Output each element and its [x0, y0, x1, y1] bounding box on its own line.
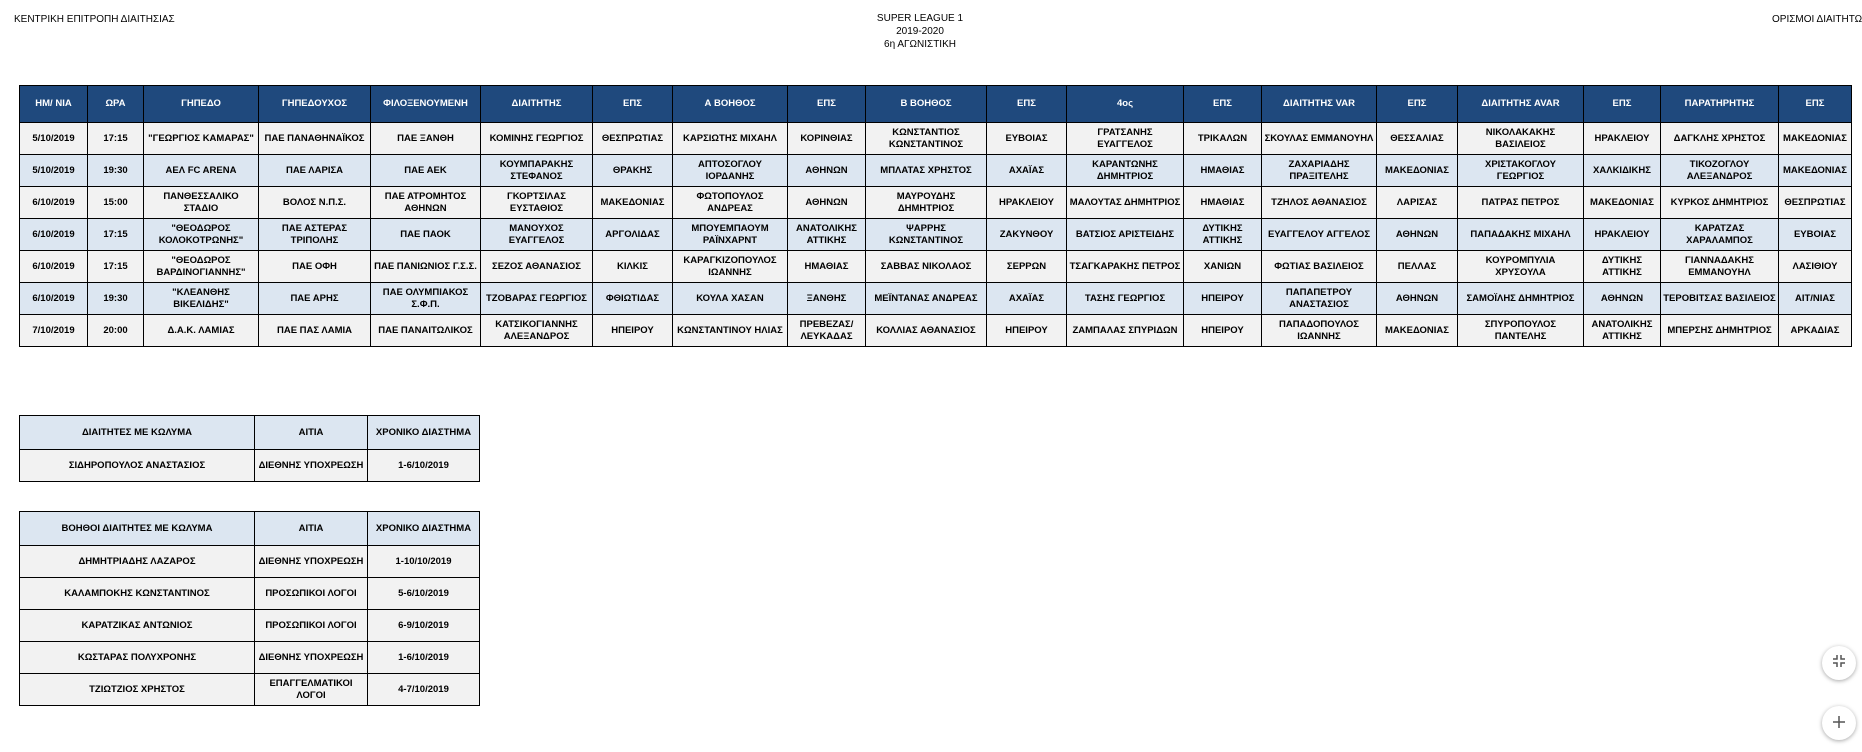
table-cell: ΠΕΛΛΑΣ — [1377, 251, 1458, 283]
table-cell: ΠΑΠΑΔΟΠΟΥΛΟΣ ΙΩΑΝΝΗΣ — [1262, 315, 1377, 347]
table-cell: ΜΑΛΟΥΤΑΣ ΔΗΜΗΤΡΙΟΣ — [1067, 187, 1184, 219]
table-row — [20, 219, 1852, 251]
plus-icon — [1832, 712, 1846, 735]
column-header: Α ΒΟΗΘΟΣ — [673, 86, 788, 123]
table-cell: ΑΝΑΤΟΛΙΚΗΣ ΑΤΤΙΚΗΣ — [1584, 315, 1661, 347]
table-row — [20, 674, 480, 706]
table-cell: ΠΑΕ ΑΕΚ — [371, 155, 481, 187]
table-cell: ΚΟΥΡΟΜΠΥΛΙΑ ΧΡΥΣΟΥΛΑ — [1458, 251, 1584, 283]
table-cell: ΑΘΗΝΩΝ — [788, 155, 866, 187]
table-cell: ΓΡΑΤΣΑΝΗΣ ΕΥΑΓΓΕΛΟΣ — [1067, 123, 1184, 155]
table-cell: ΨΑΡΡΗΣ ΚΩΝΣΤΑΝΤΙΝΟΣ — [866, 219, 987, 251]
table-cell: 6/10/2019 — [20, 219, 88, 251]
column-header: ΔΙΑΙΤΗΤΗΣ — [481, 86, 593, 123]
table-cell: ΚΑΤΣΙΚΟΓΙΑΝΝΗΣ ΑΛΕΞΑΝΔΡΟΣ — [481, 315, 593, 347]
table-cell: ΑΘΗΝΩΝ — [1584, 283, 1661, 315]
table-cell: 6-9/10/2019 — [368, 610, 480, 642]
table-cell: ΕΠΑΓΓΕΛΜΑΤΙΚΟΙ ΛΟΓΟΙ — [255, 674, 368, 706]
table-cell: ΠΡΕΒΕΖΑΣ/ ΛΕΥΚΑΔΑΣ — [788, 315, 866, 347]
column-header: ΕΠΣ — [1184, 86, 1262, 123]
table-cell: ΦΩΤΟΠΟΥΛΟΣ ΑΝΔΡΕΑΣ — [673, 187, 788, 219]
table-cell: ΑΧΑΪΑΣ — [987, 283, 1067, 315]
table-cell: ΑΡΓΟΛΙΔΑΣ — [593, 219, 673, 251]
column-header: ΑΙΤΙΑ — [255, 416, 368, 450]
table-cell: ΠΑΕ ΠΑΣ ΛΑΜΙΑ — [259, 315, 371, 347]
committee-title: ΚΕΝΤΡΙΚΗ ΕΠΙΤΡΟΠΗ ΔΙΑΙΤΗΣΙΑΣ — [14, 14, 175, 25]
table-cell: ΑΕΛ FC ARENA — [144, 155, 259, 187]
table-cell: ΞΑΝΘΗΣ — [788, 283, 866, 315]
table-row — [20, 610, 480, 642]
table-cell: ΤΑΣΗΣ ΓΕΩΡΓΙΟΣ — [1067, 283, 1184, 315]
table-cell: ΣΠΥΡΟΠΟΥΛΟΣ ΠΑΝΤΕΛΗΣ — [1458, 315, 1584, 347]
table-cell: ΗΜΑΘΙΑΣ — [1184, 187, 1262, 219]
table-cell: ΧΡΙΣΤΑΚΟΓΛΟΥ ΓΕΩΡΓΙΟΣ — [1458, 155, 1584, 187]
table-header-row — [20, 86, 1852, 123]
table-cell: ΗΠΕΙΡΟΥ — [1184, 283, 1262, 315]
table-cell: ΚΑΛΑΜΠΟΚΗΣ ΚΩΝΣΤΑΝΤΙΝΟΣ — [20, 578, 255, 610]
matchday: 6η ΑΓΩΝΙΣΤΙΚΗ — [884, 39, 956, 50]
table-cell: ΜΑΥΡΟΥΔΗΣ ΔΗΜΗΤΡΙΟΣ — [866, 187, 987, 219]
table-cell: ΠΡΟΣΩΠΙΚΟΙ ΛΟΓΟΙ — [255, 610, 368, 642]
table-row — [20, 450, 480, 482]
table-cell: ΤΖΟΒΑΡΑΣ ΓΕΩΡΓΙΟΣ — [481, 283, 593, 315]
table-cell: ΜΑΝΟΥΧΟΣ ΕΥΑΓΓΕΛΟΣ — [481, 219, 593, 251]
table-cell: "ΚΛΕΑΝΘΗΣ ΒΙΚΕΛΙΔΗΣ" — [144, 283, 259, 315]
table-cell: ΘΕΣΠΡΩΤΙΑΣ — [593, 123, 673, 155]
table-body — [20, 450, 480, 482]
column-header: ΑΙΤΙΑ — [255, 512, 368, 546]
column-header: ΗΜ/ ΝΙΑ — [20, 86, 88, 123]
table-cell: ΜΑΚΕΔΟΝΙΑΣ — [1377, 155, 1458, 187]
column-header: ΕΠΣ — [1377, 86, 1458, 123]
table-cell: ΣΕΡΡΩΝ — [987, 251, 1067, 283]
column-header: ΕΠΣ — [1584, 86, 1661, 123]
column-header: ΧΡΟΝΙΚΟ ΔΙΑΣΤΗΜΑ — [368, 416, 480, 450]
table-header-row — [20, 416, 480, 450]
table-cell: 6/10/2019 — [20, 187, 88, 219]
table-cell: ΤΙΚΟΖΟΓΛΟΥ ΑΛΕΞΑΝΔΡΟΣ — [1661, 155, 1779, 187]
table-row — [20, 642, 480, 674]
table-cell: ΑΘΗΝΩΝ — [1377, 219, 1458, 251]
table-cell: ΠΑΕ ΟΦΗ — [259, 251, 371, 283]
table-cell: Δ.Α.Κ. ΛΑΜΙΑΣ — [144, 315, 259, 347]
banned-assistants-table — [19, 511, 480, 706]
table-cell: ΗΡΑΚΛΕΙΟΥ — [1584, 123, 1661, 155]
column-header: ΦΙΛΟΞΕΝΟΥΜΕΝΗ — [371, 86, 481, 123]
table-cell: ΜΑΚΕΔΟΝΙΑΣ — [593, 187, 673, 219]
table-cell: ΠΑΕ ΠΑΟΚ — [371, 219, 481, 251]
table-cell: ΑΡΚΑΔΙΑΣ — [1779, 315, 1852, 347]
table-cell: ΗΡΑΚΛΕΙΟΥ — [987, 187, 1067, 219]
table-row — [20, 315, 1852, 347]
table-cell: 17:15 — [88, 123, 144, 155]
column-header: ΒΟΗΘΟΙ ΔΙΑΙΤΗΤΕΣ ΜΕ ΚΩΛΥΜΑ — [20, 512, 255, 546]
column-header: ΓΗΠΕΔΟ — [144, 86, 259, 123]
table-cell: ΔΑΓΚΛΗΣ ΧΡΗΣΤΟΣ — [1661, 123, 1779, 155]
table-cell: 1-10/10/2019 — [368, 546, 480, 578]
table-row — [20, 187, 1852, 219]
column-header: ΧΡΟΝΙΚΟ ΔΙΑΣΤΗΜΑ — [368, 512, 480, 546]
table-cell: ΜΠΕΡΣΗΣ ΔΗΜΗΤΡΙΟΣ — [1661, 315, 1779, 347]
column-header: ΩΡΑ — [88, 86, 144, 123]
table-cell: 1-6/10/2019 — [368, 450, 480, 482]
table-cell: ΖΑΧΑΡΙΑΔΗΣ ΠΡΑΞΙΤΕΛΗΣ — [1262, 155, 1377, 187]
table-cell: ΤΖΗΛΟΣ ΑΘΑΝΑΣΙΟΣ — [1262, 187, 1377, 219]
table-cell: ΠΡΟΣΩΠΙΚΟΙ ΛΟΓΟΙ — [255, 578, 368, 610]
column-header: ΔΙΑΙΤΗΤΗΣ AVAR — [1458, 86, 1584, 123]
table-cell: 17:15 — [88, 251, 144, 283]
table-cell: ΚΟΛΛΙΑΣ ΑΘΑΝΑΣΙΟΣ — [866, 315, 987, 347]
table-cell: ΣΑΜΟΪΛΗΣ ΔΗΜΗΤΡΙΟΣ — [1458, 283, 1584, 315]
table-cell: ΗΠΕΙΡΟΥ — [987, 315, 1067, 347]
table-cell: ΜΑΚΕΔΟΝΙΑΣ — [1779, 155, 1852, 187]
collapse-arrows-icon — [1832, 654, 1846, 673]
season: 2019-2020 — [896, 26, 944, 37]
table-cell: 1-6/10/2019 — [368, 642, 480, 674]
table-cell: ΚΩΝΣΤΑΝΤΙΟΣ ΚΩΝΣΤΑΝΤΙΝΟΣ — [866, 123, 987, 155]
table-cell: ΤΖΙΩΤΖΙΟΣ ΧΡΗΣΤΟΣ — [20, 674, 255, 706]
banned-referees-table — [19, 415, 480, 482]
table-cell: ΚΟΜΙΝΗΣ ΓΕΩΡΓΙΟΣ — [481, 123, 593, 155]
table-cell: ΠΑΕ ΛΑΡΙΣΑ — [259, 155, 371, 187]
table-cell: ΗΠΕΙΡΟΥ — [1184, 315, 1262, 347]
table-cell: "ΘΕΟΔΩΡΟΣ ΚΟΛΟΚΟΤΡΩΝΗΣ" — [144, 219, 259, 251]
column-header: ΓΗΠΕΔΟΥΧΟΣ — [259, 86, 371, 123]
table-cell: ΔΗΜΗΤΡΙΑΔΗΣ ΛΑΖΑΡΟΣ — [20, 546, 255, 578]
table-cell: ΧΑΛΚΙΔΙΚΗΣ — [1584, 155, 1661, 187]
table-cell: ΠΑΕ ΟΛΥΜΠΙΑΚΟΣ Σ.Φ.Π. — [371, 283, 481, 315]
table-cell: ΗΜΑΘΙΑΣ — [1184, 155, 1262, 187]
table-cell: ΚΑΡΑΤΖΙΚΑΣ ΑΝΤΩΝΙΟΣ — [20, 610, 255, 642]
table-cell: ΑΠΤΟΣΟΓΛΟΥ ΙΟΡΔΑΝΗΣ — [673, 155, 788, 187]
table-cell: ΚΟΥΜΠΑΡΑΚΗΣ ΣΤΕΦΑΝΟΣ — [481, 155, 593, 187]
table-cell: 5/10/2019 — [20, 123, 88, 155]
table-cell: ΔΙΕΘΝΗΣ ΥΠΟΧΡΕΩΣΗ — [255, 450, 368, 482]
table-cell: ΑΙΤ/ΝΙΑΣ — [1779, 283, 1852, 315]
column-header: ΕΠΣ — [987, 86, 1067, 123]
column-header: ΕΠΣ — [1779, 86, 1852, 123]
table-cell: ΛΑΣΙΘΙΟΥ — [1779, 251, 1852, 283]
table-cell: ΜΕΪΝΤΑΝΑΣ ΑΝΔΡΕΑΣ — [866, 283, 987, 315]
table-cell: ΜΠΟΥΕΜΠΑΟΥΜ ΡΑΪΝΧΑΡΝΤ — [673, 219, 788, 251]
table-cell: 4-7/10/2019 — [368, 674, 480, 706]
table-cell: ΑΘΗΝΩΝ — [788, 187, 866, 219]
column-header: ΔΙΑΙΤΗΤΕΣ ΜΕ ΚΩΛΥΜΑ — [20, 416, 255, 450]
table-cell: ΓΚΟΡΤΣΙΛΑΣ ΕΥΣΤΑΘΙΟΣ — [481, 187, 593, 219]
table-cell: ΛΑΡΙΣΑΣ — [1377, 187, 1458, 219]
table-cell: ΓΙΑΝΝΑΔΑΚΗΣ ΕΜΜΑΝΟΥΗΛ — [1661, 251, 1779, 283]
table-body — [20, 546, 480, 706]
table-cell: "ΓΕΩΡΓΙΟΣ ΚΑΜΑΡΑΣ" — [144, 123, 259, 155]
table-cell: ΚΟΡΙΝΘΙΑΣ — [788, 123, 866, 155]
table-row — [20, 546, 480, 578]
table-cell: 5/10/2019 — [20, 155, 88, 187]
table-cell: ΜΑΚΕΔΟΝΙΑΣ — [1584, 187, 1661, 219]
table-cell: ΕΥΒΟΙΑΣ — [1779, 219, 1852, 251]
table-cell: 20:00 — [88, 315, 144, 347]
table-cell: ΧΑΝΙΩΝ — [1184, 251, 1262, 283]
table-cell: ΚΑΡΑΝΤΩΝΗΣ ΔΗΜΗΤΡΙΟΣ — [1067, 155, 1184, 187]
table-cell: ΕΥΒΟΙΑΣ — [987, 123, 1067, 155]
table-cell: ΘΡΑΚΗΣ — [593, 155, 673, 187]
table-cell: ΘΕΣΠΡΩΤΙΑΣ — [1779, 187, 1852, 219]
referee-assignments-table — [19, 85, 1852, 347]
table-cell: 15:00 — [88, 187, 144, 219]
table-row — [20, 578, 480, 610]
table-cell: ΔΙΕΘΝΗΣ ΥΠΟΧΡΕΩΣΗ — [255, 642, 368, 674]
table-cell: ΠΑΠΑΠΕΤΡΟΥ ΑΝΑΣΤΑΣΙΟΣ — [1262, 283, 1377, 315]
table-cell: ΑΘΗΝΩΝ — [1377, 283, 1458, 315]
table-header-row — [20, 512, 480, 546]
table-cell: ΣΑΒΒΑΣ ΝΙΚΟΛΑΟΣ — [866, 251, 987, 283]
table-cell: 19:30 — [88, 155, 144, 187]
document-type-title: ΟΡΙΣΜΟΙ ΔΙΑΙΤΗΤΩ — [1772, 14, 1862, 25]
column-header: ΔΙΑΙΤΗΤΗΣ VAR — [1262, 86, 1377, 123]
collapse-button[interactable] — [1822, 646, 1856, 680]
table-cell: ΒΑΤΣΙΟΣ ΑΡΙΣΤΕΙΔΗΣ — [1067, 219, 1184, 251]
table-cell: ΘΕΣΣΑΛΙΑΣ — [1377, 123, 1458, 155]
table-row — [20, 155, 1852, 187]
table-cell: ΣΕΖΟΣ ΑΘΑΝΑΣΙΟΣ — [481, 251, 593, 283]
table-cell: ΖΑΚΥΝΘΟΥ — [987, 219, 1067, 251]
table-cell: ΚΑΡΑΤΖΑΣ ΧΑΡΑΛΑΜΠΟΣ — [1661, 219, 1779, 251]
table-cell: ΜΑΚΕΔΟΝΙΑΣ — [1779, 123, 1852, 155]
column-header: 4ος — [1067, 86, 1184, 123]
table-cell: ΔΥΤΙΚΗΣ ΑΤΤΙΚΗΣ — [1184, 219, 1262, 251]
zoom-in-button[interactable] — [1822, 706, 1856, 740]
table-cell: ΜΑΚΕΔΟΝΙΑΣ — [1377, 315, 1458, 347]
column-header: Β ΒΟΗΘΟΣ — [866, 86, 987, 123]
table-cell: ΣΚΟΥΛΑΣ ΕΜΜΑΝΟΥΗΛ — [1262, 123, 1377, 155]
table-cell: ΚΥΡΚΟΣ ΔΗΜΗΤΡΙΟΣ — [1661, 187, 1779, 219]
table-cell: ΔΥΤΙΚΗΣ ΑΤΤΙΚΗΣ — [1584, 251, 1661, 283]
column-header: ΕΠΣ — [788, 86, 866, 123]
table-cell: 17:15 — [88, 219, 144, 251]
table-body — [20, 123, 1852, 347]
league-name: SUPER LEAGUE 1 — [876, 13, 964, 24]
table-cell: "ΘΕΟΔΩΡΟΣ ΒΑΡΔΙΝΟΓΙΑΝΝΗΣ" — [144, 251, 259, 283]
table-cell: 6/10/2019 — [20, 251, 88, 283]
table-cell: ΜΠΛΑΤΑΣ ΧΡΗΣΤΟΣ — [866, 155, 987, 187]
table-cell: 7/10/2019 — [20, 315, 88, 347]
table-cell: ΠΑΤΡΑΣ ΠΕΤΡΟΣ — [1458, 187, 1584, 219]
table-row — [20, 283, 1852, 315]
column-header: ΠΑΡΑΤΗΡΗΤΗΣ — [1661, 86, 1779, 123]
table-cell: ΑΧΑΪΑΣ — [987, 155, 1067, 187]
table-cell: ΝΙΚΟΛΑΚΑΚΗΣ ΒΑΣΙΛΕΙΟΣ — [1458, 123, 1584, 155]
table-cell: ΠΑΕ ΑΤΡΟΜΗΤΟΣ ΑΘΗΝΩΝ — [371, 187, 481, 219]
table-cell: ΠΑΝΘΕΣΣΑΛΙΚΟ ΣΤΑΔΙΟ — [144, 187, 259, 219]
table-cell: ΠΑΕ ΠΑΝΑΘΗΝΑΪΚΟΣ — [259, 123, 371, 155]
document-heading — [835, 12, 1005, 51]
table-cell: ΣΙΔΗΡΟΠΟΥΛΟΣ ΑΝΑΣΤΑΣΙΟΣ — [20, 450, 255, 482]
table-cell: ΤΕΡΟΒΙΤΣΑΣ ΒΑΣΙΛΕΙΟΣ — [1661, 283, 1779, 315]
table-cell: ΠΑΕ ΑΡΗΣ — [259, 283, 371, 315]
table-row — [20, 251, 1852, 283]
table-cell: ΤΡΙΚΑΛΩΝ — [1184, 123, 1262, 155]
table-cell: ΚΩΣΤΑΡΑΣ ΠΟΛΥΧΡΟΝΗΣ — [20, 642, 255, 674]
table-cell: ΖΑΜΠΑΛΑΣ ΣΠΥΡΙΔΩΝ — [1067, 315, 1184, 347]
table-cell: ΠΑΕ ΑΣΤΕΡΑΣ ΤΡΙΠΟΛΗΣ — [259, 219, 371, 251]
table-cell: ΦΩΤΙΑΣ ΒΑΣΙΛΕΙΟΣ — [1262, 251, 1377, 283]
table-cell: 6/10/2019 — [20, 283, 88, 315]
table-cell: ΔΙΕΘΝΗΣ ΥΠΟΧΡΕΩΣΗ — [255, 546, 368, 578]
table-cell: ΤΣΑΓΚΑΡΑΚΗΣ ΠΕΤΡΟΣ — [1067, 251, 1184, 283]
table-cell: ΗΠΕΙΡΟΥ — [593, 315, 673, 347]
table-cell: 5-6/10/2019 — [368, 578, 480, 610]
table-cell: ΒΟΛΟΣ Ν.Π.Σ. — [259, 187, 371, 219]
table-cell: ΚΑΡΣΙΩΤΗΣ ΜΙΧΑΗΛ — [673, 123, 788, 155]
table-cell: ΚΑΡΑΓΚΙΖΟΠΟΥΛΟΣ ΙΩΑΝΝΗΣ — [673, 251, 788, 283]
table-cell: ΠΑΠΑΔΑΚΗΣ ΜΙΧΑΗΛ — [1458, 219, 1584, 251]
column-header: ΕΠΣ — [593, 86, 673, 123]
table-row — [20, 123, 1852, 155]
table-cell: 19:30 — [88, 283, 144, 315]
table-cell: ΗΡΑΚΛΕΙΟΥ — [1584, 219, 1661, 251]
table-cell: ΠΑΕ ΞΑΝΘΗ — [371, 123, 481, 155]
table-cell: ΠΑΕ ΠΑΝΙΩΝΙΟΣ Γ.Σ.Σ. — [371, 251, 481, 283]
table-cell: ΚΩΝΣΤΑΝΤΙΝΟΥ ΗΛΙΑΣ — [673, 315, 788, 347]
table-cell: ΠΑΕ ΠΑΝΑΙΤΩΛΙΚΟΣ — [371, 315, 481, 347]
table-cell: ΕΥΑΓΓΕΛΟΥ ΑΓΓΕΛΟΣ — [1262, 219, 1377, 251]
table-cell: ΚΟΥΛΑ ΧΑΣΑΝ — [673, 283, 788, 315]
table-cell: ΚΙΛΚΙΣ — [593, 251, 673, 283]
table-cell: ΑΝΑΤΟΛΙΚΗΣ ΑΤΤΙΚΗΣ — [788, 219, 866, 251]
table-cell: ΗΜΑΘΙΑΣ — [788, 251, 866, 283]
table-cell: ΦΘΙΩΤΙΔΑΣ — [593, 283, 673, 315]
